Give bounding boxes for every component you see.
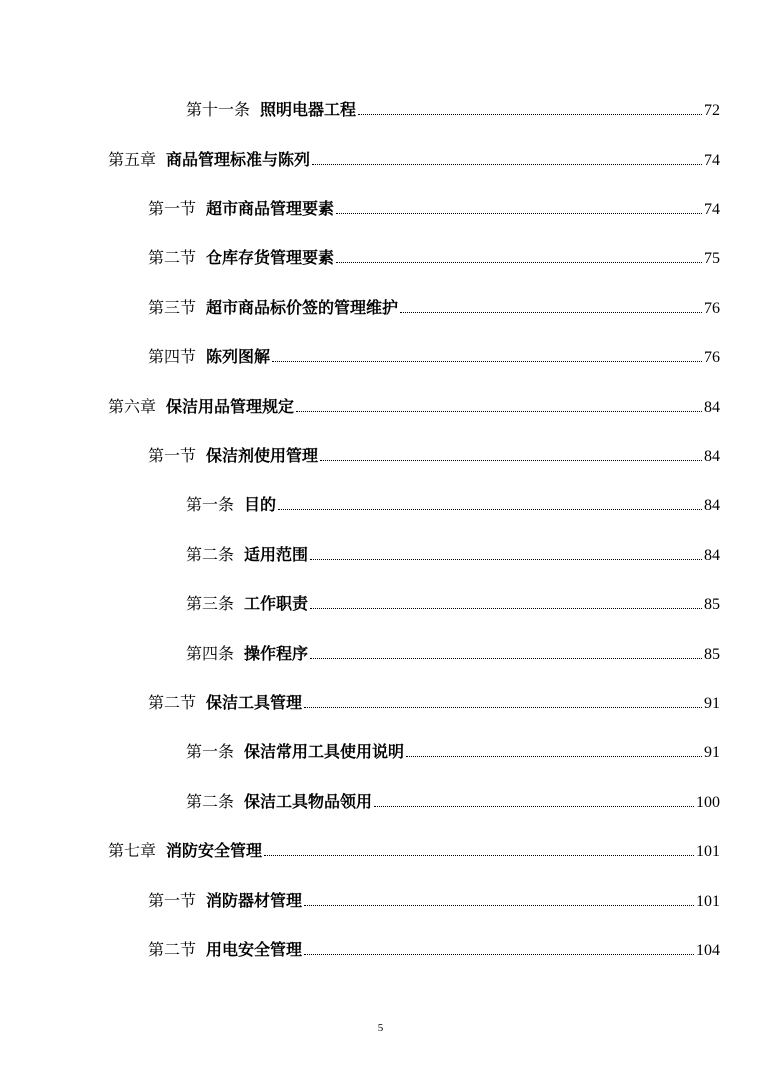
toc-entry-page: 74 (704, 201, 720, 218)
dot-leader (358, 114, 702, 115)
dot-leader (278, 509, 702, 510)
toc-entry[interactable] (186, 98, 720, 122)
toc-entry-title: 适用范围 (244, 545, 309, 564)
toc-entry-page: 91 (704, 695, 720, 712)
toc-entry-title: 工作职责 (244, 594, 309, 613)
toc-entry[interactable] (108, 839, 720, 863)
toc-entry-title: 超市商品管理要素 (206, 199, 335, 218)
toc-entry[interactable] (148, 296, 720, 320)
toc-entry[interactable] (148, 889, 720, 913)
toc-entry-page: 85 (704, 596, 720, 613)
toc-entry-title: 保洁用品管理规定 (166, 397, 295, 416)
toc-entry-label: 第二条 (186, 545, 235, 564)
toc-entry[interactable] (186, 493, 720, 517)
toc-entry-page: 76 (704, 300, 720, 317)
toc-entry-label: 第二节 (148, 248, 197, 267)
toc-entry-page: 74 (704, 152, 720, 169)
toc-entry-title: 陈列图解 (206, 347, 271, 366)
page-number: 5 (377, 1022, 384, 1034)
toc-entry-label: 第三节 (148, 298, 197, 317)
toc-entry-label: 第五章 (108, 150, 157, 169)
toc-entry-label: 第一节 (148, 446, 197, 465)
toc-entry-label: 第十一条 (186, 100, 251, 119)
toc-entry[interactable] (186, 790, 720, 814)
dot-leader (374, 806, 694, 807)
toc-entry-page: 100 (696, 794, 720, 811)
toc-entry[interactable] (108, 395, 720, 419)
toc-entry[interactable] (186, 543, 720, 567)
toc-entry[interactable] (186, 642, 720, 666)
toc-entry-page: 84 (704, 497, 720, 514)
toc-entry-page: 84 (704, 399, 720, 416)
dot-leader (320, 460, 702, 461)
toc-entry-title: 用电安全管理 (206, 940, 303, 959)
toc-entry-label: 第六章 (108, 397, 157, 416)
toc-entry-title: 目的 (244, 495, 277, 514)
toc-entry[interactable] (148, 691, 720, 715)
dot-leader (264, 855, 694, 856)
toc-entry[interactable] (148, 444, 720, 468)
dot-leader (310, 559, 702, 560)
toc-entry-page: 76 (704, 349, 720, 366)
toc-entry-page: 85 (704, 646, 720, 663)
dot-leader (310, 658, 702, 659)
toc-entry-label: 第一节 (148, 891, 197, 910)
toc-entry-title: 商品管理标准与陈列 (166, 150, 311, 169)
toc-entry-title: 消防器材管理 (206, 891, 303, 910)
dot-leader (296, 411, 702, 412)
toc-entry-title: 操作程序 (244, 644, 309, 663)
dot-leader (400, 312, 702, 313)
dot-leader (304, 954, 694, 955)
toc-entry-page: 91 (704, 744, 720, 761)
toc-entry-label: 第四条 (186, 644, 235, 663)
dot-leader (310, 608, 702, 609)
toc-entry-title: 保洁常用工具使用说明 (244, 742, 405, 761)
dot-leader (312, 164, 702, 165)
toc-entry-page: 72 (704, 102, 720, 119)
dot-leader (304, 905, 694, 906)
toc-entry[interactable] (108, 148, 720, 172)
toc-entry[interactable] (148, 345, 720, 369)
toc-entry[interactable] (186, 740, 720, 764)
toc-entry[interactable] (148, 938, 720, 962)
toc-entry-page: 84 (704, 448, 720, 465)
toc-entry-title: 超市商品标价签的管理维护 (206, 298, 399, 317)
toc-entry-label: 第七章 (108, 841, 157, 860)
toc-entry[interactable] (148, 246, 720, 270)
toc-entry-title: 保洁工具管理 (206, 693, 303, 712)
toc-entry-label: 第四节 (148, 347, 197, 366)
toc-entry-title: 保洁剂使用管理 (206, 446, 319, 465)
toc-entry-label: 第一节 (148, 199, 197, 218)
dot-leader (336, 262, 702, 263)
toc-entry-label: 第二条 (186, 792, 235, 811)
toc-entry-title: 仓库存货管理要素 (206, 248, 335, 267)
toc-entry-page: 84 (704, 547, 720, 564)
toc-entry-label: 第二节 (148, 940, 197, 959)
toc-entry-label: 第一条 (186, 742, 235, 761)
dot-leader (272, 361, 702, 362)
toc-entry-label: 第三条 (186, 594, 235, 613)
toc-entry-page: 104 (696, 942, 720, 959)
toc-entry-label: 第一条 (186, 495, 235, 514)
toc-entry-page: 75 (704, 250, 720, 267)
toc-entry-page: 101 (696, 843, 720, 860)
toc-entry-title: 消防安全管理 (166, 841, 263, 860)
toc-entry-title: 照明电器工程 (260, 100, 357, 119)
dot-leader (336, 213, 702, 214)
toc-entry[interactable] (186, 592, 720, 616)
dot-leader (406, 756, 702, 757)
dot-leader (304, 707, 702, 708)
toc-entry-title: 保洁工具物品领用 (244, 792, 373, 811)
toc-entry[interactable] (148, 197, 720, 221)
toc-entry-page: 101 (696, 893, 720, 910)
toc-entry-label: 第二节 (148, 693, 197, 712)
